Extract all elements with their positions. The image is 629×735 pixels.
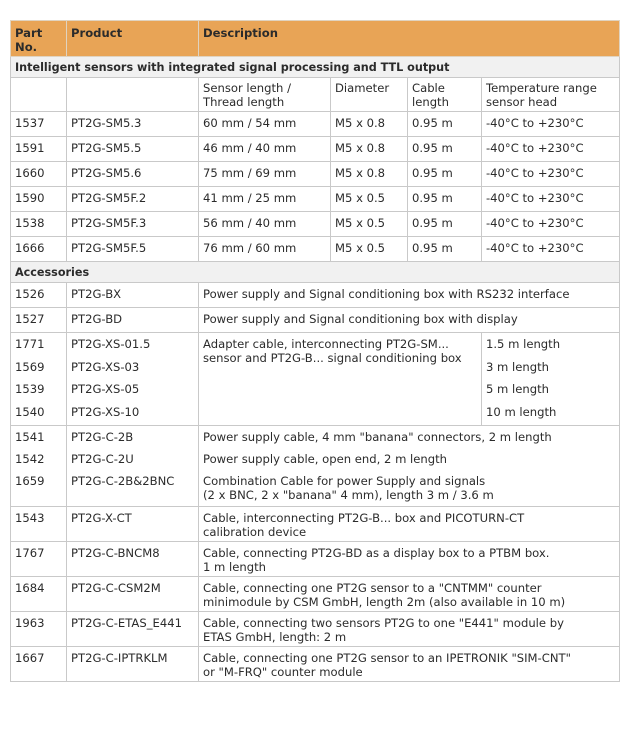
sensor-length: 60 mm / 54 mm [199,112,331,137]
sensor-subheader-row [11,78,620,112]
part-no: 1767 [11,541,67,576]
table-row [11,646,620,681]
part-no: 1667 [11,646,67,681]
temperature-range: -40°C to +230°C [482,162,620,187]
header-description: Description [199,21,620,57]
product-name: PT2G-SM5F.3 [67,212,199,237]
product-name-group [67,425,199,506]
part-no: 1660 [11,162,67,187]
part-no: 1538 [11,212,67,237]
part-no: 1569 [15,359,45,374]
cable-length: 1.5 m length [486,337,561,351]
product-name: PT2G-C-2U [71,451,134,466]
product-name-group [67,333,199,426]
product-name: PT2G-X-CT [67,506,199,541]
table-row [11,237,620,262]
sensor-length: 41 mm / 25 mm [199,187,331,212]
description: Cable, connecting one PT2G sensor to a "CNTMM" counter minimodule by CSM GmbH, length 2m (also available in 10 m) [199,576,620,611]
header-product: Product [67,21,199,57]
part-no: 1963 [11,611,67,646]
part-no: 1526 [11,283,67,308]
part-no: 1771 [15,337,45,351]
part-no: 1542 [15,451,45,466]
cable-length: 5 m length [486,382,549,396]
temperature-range: -40°C to +230°C [482,187,620,212]
product-name: PT2G-SM5.3 [67,112,199,137]
empty-cell [67,78,199,112]
cable-length: 3 m length [486,359,549,374]
product-table [10,20,620,682]
description: Power supply and Signal conditioning box with RS232 interface [199,283,620,308]
table-row [11,576,620,611]
description-group [199,425,620,506]
part-no: 1543 [11,506,67,541]
subheader-diameter: Diameter [331,78,408,112]
part-no: 1537 [11,112,67,137]
description: Power supply cable, open end, 2 m length [203,451,448,466]
table-row [11,308,620,333]
part-no: 1540 [15,404,45,419]
part-no: 1539 [15,382,45,396]
product-name: PT2G-BX [67,283,199,308]
subheader-temp: Temperature range sensor head [482,78,620,112]
product-name: PT2G-C-ETAS_E441 [67,611,199,646]
part-no: 1659 [15,473,45,488]
subheader-length: Sensor length / Thread length [199,78,331,112]
diameter: M5 x 0.8 [331,112,408,137]
table-row [11,137,620,162]
description: Power supply and Signal conditioning box with display [199,308,620,333]
product-name: PT2G-C-BNCM8 [67,541,199,576]
table-row [11,333,620,426]
description: Cable, connecting PT2G-BD as a display box to a PTBM box. 1 m length [199,541,620,576]
product-name: PT2G-XS-05 [71,382,140,396]
part-no: 1591 [11,137,67,162]
diameter: M5 x 0.5 [331,212,408,237]
sensor-length: 56 mm / 40 mm [199,212,331,237]
part-no: 1527 [11,308,67,333]
cable-length: 10 m length [486,404,557,419]
description: Adapter cable, interconnecting PT2G-SM... sensor and PT2G-B... signal conditioning box [199,333,482,426]
table-row [11,187,620,212]
table-row [11,283,620,308]
product-name: PT2G-SM5.6 [67,162,199,187]
table-row [11,162,620,187]
table-row [11,506,620,541]
section-row-sensors [11,57,620,78]
cable-length: 0.95 m [408,237,482,262]
diameter: M5 x 0.5 [331,187,408,212]
description: Cable, connecting one PT2G sensor to an IPETRONIK "SIM-CNT" or "M-FRQ" counter module [199,646,620,681]
sensor-length: 76 mm / 60 mm [199,237,331,262]
table-row [11,212,620,237]
section-title-accessories: Accessories [11,262,620,283]
product-name: PT2G-XS-10 [71,404,140,419]
product-name: PT2G-C-IPTRKLM [67,646,199,681]
table-row [11,611,620,646]
cable-length: 0.95 m [408,212,482,237]
cable-length: 0.95 m [408,162,482,187]
subheader-cable: Cable length [408,78,482,112]
cable-length: 0.95 m [408,112,482,137]
part-no: 1590 [11,187,67,212]
description: Cable, interconnecting PT2G-B... box and PICOTURN-CT calibration device [199,506,620,541]
diameter: M5 x 0.5 [331,237,408,262]
sensor-length: 46 mm / 40 mm [199,137,331,162]
table-row [11,425,620,506]
cable-length: 0.95 m [408,137,482,162]
cable-length: 0.95 m [408,187,482,212]
product-name: PT2G-XS-03 [71,359,140,374]
temperature-range: -40°C to +230°C [482,237,620,262]
cable-length-group [482,333,620,426]
diameter: M5 x 0.8 [331,137,408,162]
sensor-length: 75 mm / 69 mm [199,162,331,187]
part-no: 1666 [11,237,67,262]
diameter: M5 x 0.8 [331,162,408,187]
empty-cell [11,78,67,112]
temperature-range: -40°C to +230°C [482,212,620,237]
product-name: PT2G-C-CSM2M [67,576,199,611]
table-header-row [11,21,620,57]
part-no: 1541 [15,429,45,444]
header-part-no: Part No. [11,21,67,57]
product-name: PT2G-SM5F.5 [67,237,199,262]
description: Combination Cable for power Supply and signals (2 x BNC, 2 x "banana" 4 mm), length 3 m / 3.6 m [203,473,494,502]
table-row [11,112,620,137]
product-name: PT2G-XS-01.5 [71,337,151,351]
product-name: PT2G-SM5.5 [67,137,199,162]
product-name: PT2G-C-2B&2BNC [71,473,175,488]
part-no-group [11,425,67,506]
table-row [11,541,620,576]
product-name: PT2G-SM5F.2 [67,187,199,212]
product-name: PT2G-C-2B [71,429,134,444]
temperature-range: -40°C to +230°C [482,137,620,162]
description: Power supply cable, 4 mm "banana" connectors, 2 m length [203,429,552,444]
part-no: 1684 [11,576,67,611]
temperature-range: -40°C to +230°C [482,112,620,137]
section-row-accessories [11,262,620,283]
description: Cable, connecting two sensors PT2G to one "E441" module by ETAS GmbH, length: 2 m [199,611,620,646]
part-no-group [11,333,67,426]
product-name: PT2G-BD [67,308,199,333]
section-title-sensors: Intelligent sensors with integrated signal processing and TTL output [11,57,620,78]
